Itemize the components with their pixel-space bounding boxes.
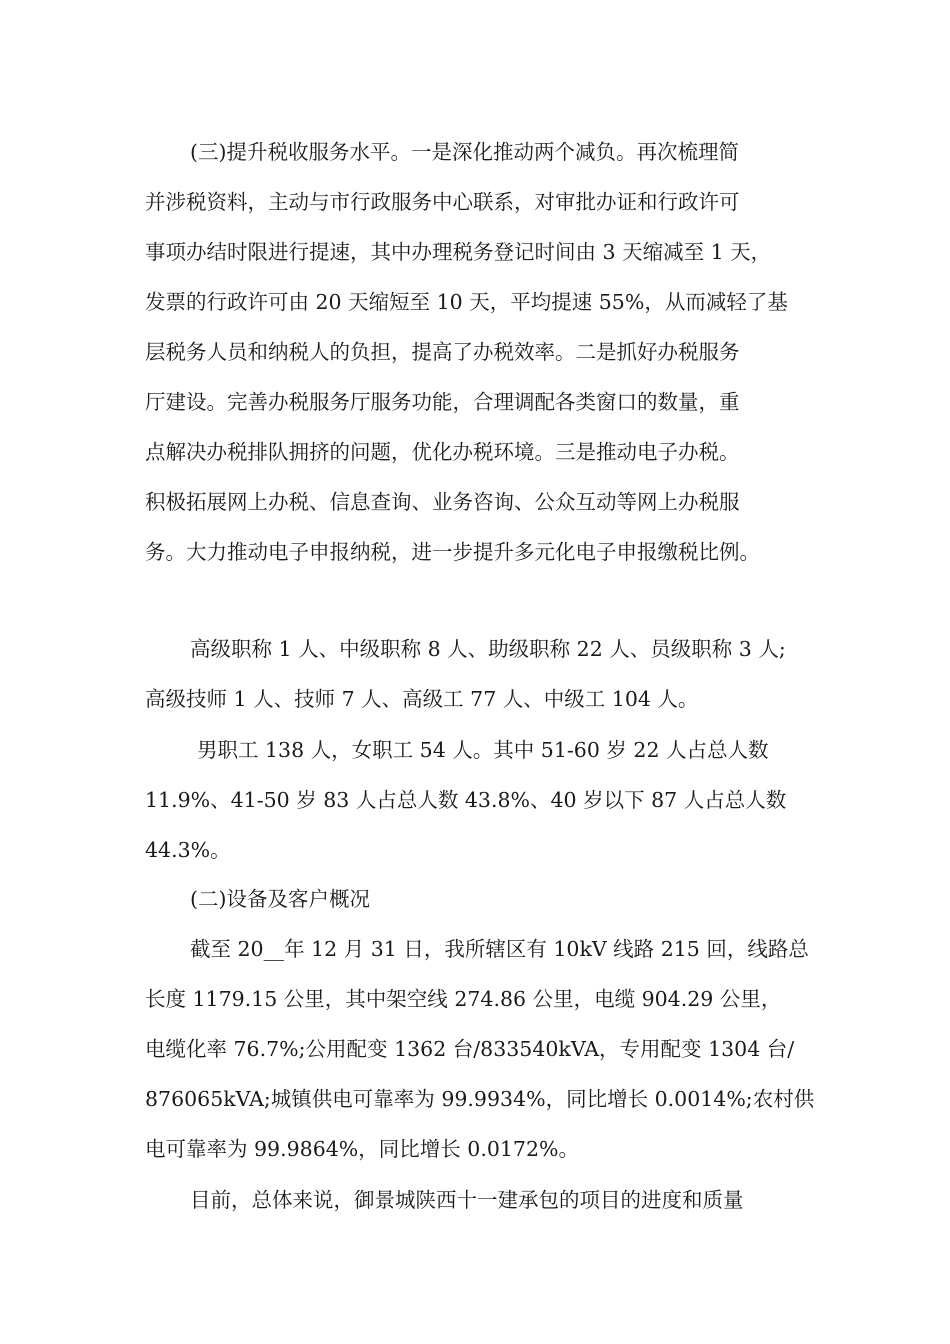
paragraph-line: 目前，总体来说，御景城陕西十一建承包的项目的进度和质量 [190, 1188, 744, 1212]
paragraph-line: 876065kVA;城镇供电可靠率为 99.9934%，同比增长 0.0014%;农村供 [145, 1087, 815, 1111]
paragraph-line: 男职工 138 人，女职工 54 人。其中 51-60 岁 22 人占总人数 [197, 738, 769, 762]
paragraph-line: 务。大力推动电子申报纳税，进一步提升多元化电子申报缴税比例。 [145, 540, 760, 564]
paragraph-line: 11.9%、41-50 岁 83 人占总人数 43.8%、40 岁以下 87 人占总人数 [145, 788, 787, 812]
paragraph-line: 点解决办税排队拥挤的问题，优化办税环境。三是推动电子办税。 [145, 440, 740, 464]
paragraph-line: 高级职称 1 人、中级职称 8 人、助级职称 22 人、员级职称 3 人; [190, 637, 786, 661]
paragraph-line: 发票的行政许可由 20 天缩短至 10 天，平均提速 55%，从而减轻了基 [145, 290, 788, 314]
paragraph-line: 事项办结时限进行提速，其中办理税务登记时间由 3 天缩减至 1 天， [145, 240, 772, 264]
paragraph-line: 截至 20__年 12 月 31 日，我所辖区有 10kV 线路 215 回，线路总 [190, 937, 809, 961]
paragraph-line: 积极拓展网上办税、信息查询、业务咨询、公众互动等网上办税服 [145, 490, 740, 514]
paragraph-line: 长度 1179.15 公里，其中架空线 274.86 公里，电缆 904.29 公里， [145, 987, 782, 1011]
paragraph-line: 电可靠率为 99.9864%，同比增长 0.0172%。 [145, 1137, 579, 1161]
paragraph-line: 电缆化率 76.7%;公用配变 1362 台/833540kVA，专用配变 1304 台/ [145, 1037, 795, 1061]
section-heading: (二)设备及客户概况 [190, 887, 370, 911]
paragraph-line: 并涉税资料，主动与市行政服务中心联系，对审批办证和行政许可 [145, 190, 740, 214]
paragraph-line: 高级技师 1 人、技师 7 人、高级工 77 人、中级工 104 人。 [145, 687, 699, 711]
paragraph-line: 44.3%。 [145, 838, 231, 862]
paragraph-line: 层税务人员和纳税人的负担，提高了办税效率。二是抓好办税服务 [145, 340, 740, 364]
paragraph-line: 厅建设。完善办税服务厅服务功能，合理调配各类窗口的数量，重 [145, 390, 740, 414]
paragraph-line: (三)提升税收服务水平。一是深化推动两个减负。再次梳理简 [190, 140, 739, 164]
